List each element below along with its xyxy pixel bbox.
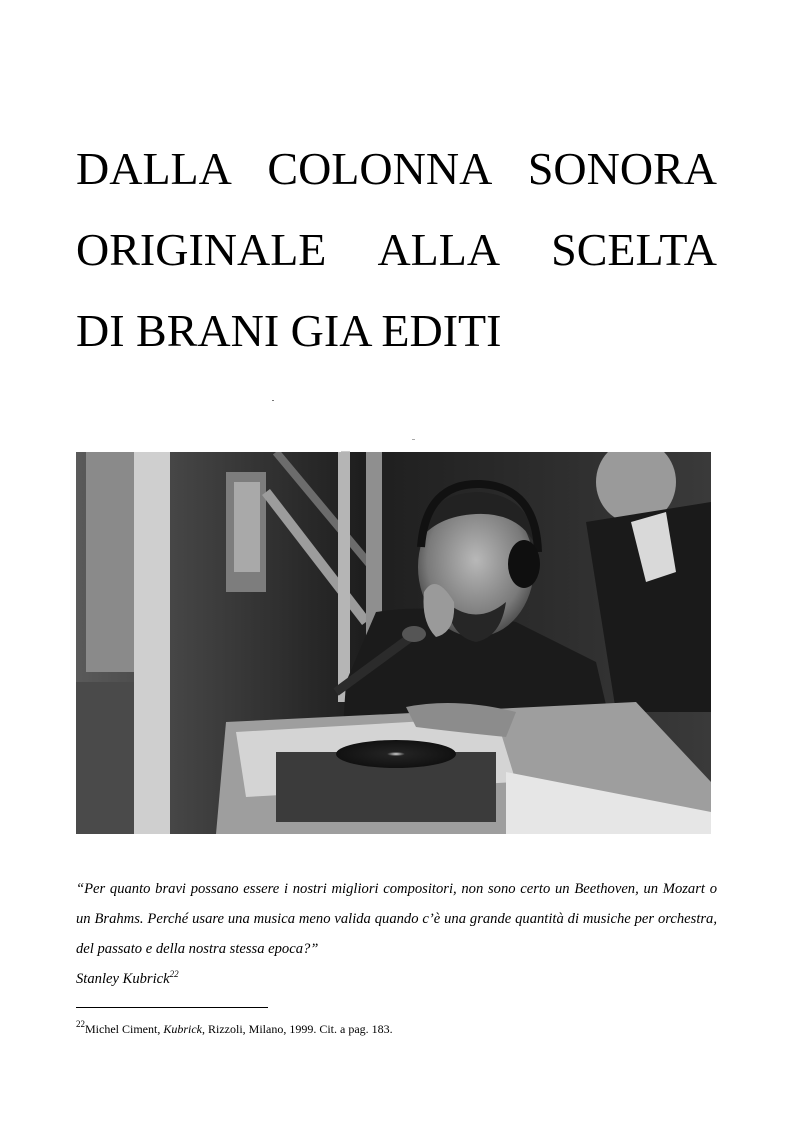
footnote-text-after: , Rizzoli, Milano, 1999. Cit. a pag. 183. [202, 1022, 393, 1036]
epigraph-quote: “Per quanto bravi possano essere i nostri migliori compositori, non sono certo un Beethoven, un Mozart o un Brahms. Perché usare una musica meno valida quando c’è una grande quantità di musiche per orchestra, del passato e della nostra stessa epoca?” [76, 881, 717, 957]
quote-author: Stanley Kubrick [76, 971, 170, 987]
scan-speck [412, 439, 415, 440]
footnote-separator [76, 1007, 268, 1008]
title-line-3: DI BRANI GIA EDITI [76, 305, 502, 356]
title-line-1: DALLA COLONNA SONORA [76, 143, 717, 194]
photograph [76, 452, 711, 834]
photograph-kubrick-headphones-turntable-icon [76, 452, 711, 834]
quote-attribution [76, 962, 179, 991]
footnote-number: 22 [76, 1019, 85, 1029]
footnote-text-before: Michel Ciment, [85, 1022, 164, 1036]
footnote-book-title: Kubrick [163, 1022, 202, 1036]
footnote [76, 1014, 393, 1039]
chapter-title [76, 128, 717, 371]
title-line-2: ORIGINALE ALLA SCELTA [76, 224, 717, 275]
footnote-marker[interactable]: 22 [169, 969, 179, 979]
scan-speck [272, 400, 274, 401]
